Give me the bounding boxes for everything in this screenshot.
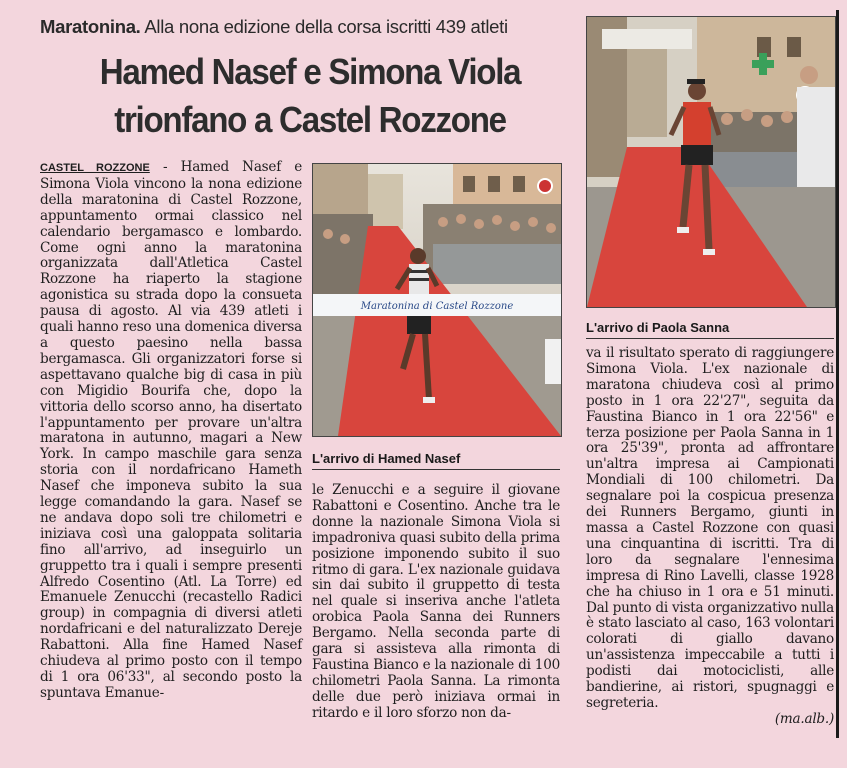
caption-photo-2: L'arrivo di Paola Sanna [586,320,834,339]
author-signature: (ma.alb.) [774,710,834,727]
column-2-text: le Zenucchi e a seguire il giovane Rabattoni e Cosentino. Anche tra le donne la nazionale Simona Viola si impadroniva quasi subito della prima posizione imponendo subito il suo ritmo di gara. L'ex nazionale guidava sin dai subito il gruppetto di testa nel quale si inseriva anche l'atleta orobica Paola Sanna dei Runners Bergamo. Nella seconda parte di gara si assisteva alla rimonta di Faustina Bianco e la nazionale di 100 chilometri Paola Sanna. La rimonta delle due però iniziava ormai in ritardo e il loro sforzo non da- [312,482,561,721]
column-3-text: va il risultato sperato di raggiungere Simona Viola. L'ex nazionale di maratona chiudeva così al primo posto in 1 ora 22'27", seguita da Faustina Bianco in 1 ora 22'56" e terza posizione per Paola Sanna in 1 ora 25'39", pronta ad affrontare un'altra impresa ai Campionati Mondiali di 100 chilometri. Da segnalare poi la cospicua presenza dei Runners Bergamo, giunti in massa a Castel Rozzone con quasi una cinquantina di iscritti. Tra di loro da segnalare l'ennesima impresa di Rino Lavelli, classe 1928 che ha chiuso in 1 ora e 51 minuti. Dal punto di vista organizzativo nulla è stato lasciato al caso, 163 volontari colorati di giallo davano un'assistenza impeccabile a tutti i podisti dai motociclisti, alle bandierine, ai ristori, spugnaggi e segreteria. [586,345,834,711]
page-edge-rule [836,10,839,738]
column-1-text: - Hamed Nasef e Simona Viola vincono la nona edizione della maratonina di Castel Rozzone, appuntamento ormai classico nel calendario bergamasco e lombardo. Come ogni anno la maratonina organizzata dall'Atletica Castel Rozzone ha riaperto la stagione agonistica su strada dopo la consueta pausa di agosto. Al via 439 atleti i quali hanno reso una domenica diversa a questo paesino nella bassa bergamasca. Gli organizzatori forse si aspettavano qualche big di casa in più con Migidio Bourifa che, dopo la vittoria dello scorso anno, ha disertato l'appuntamento per provare un'altra maratona in autunno, magari a New York. In campo maschile gara senza storia con il nordafricano Hameth Nasef che imponeva subito la sua legge comandando la gara. Nasef se ne andava dopo soli tre chilometri e iniziava così una galoppata solitaria fino all'arrivo, ad inseguirlo un gruppetto tra i quali i sempre presenti Alfredo Cosentino (Atl. La Torre) ed Emanuele Zenucchi (recastello Radici group) in compagnia di diversi atleti nordafricani e del naturalizzato Dereje Rabattoni. Alla fine Hamed Nasef chiudeva al primo posto con il tempo di 1 ora 06'33", al secondo posto la spuntava Emanue- [40,159,302,701]
kicker-text: Alla nona edizione della corsa iscritti 439 atleti [144,16,508,37]
headline-line-1: Hamed Nasef e Simona Viola [99,51,521,92]
photo-2-image [587,17,835,307]
article-column-3 [586,346,834,728]
headline-line-2: trionfano a Castel Rozzone [114,99,506,140]
article-column-1 [40,160,302,702]
kicker-line [40,16,580,38]
photo-1-image [313,164,561,436]
article-column-2 [312,483,560,722]
kicker-section: Maratonina. [40,16,141,37]
dateline: CASTEL ROZZONE [40,162,150,174]
photo-hamed-nasef [312,163,562,437]
finish-banner-text: Maratonina di Castel Rozzone [360,301,514,312]
photo-paola-sanna [586,16,836,308]
headline [62,48,559,144]
caption-photo-1: L'arrivo di Hamed Nasef [312,451,560,470]
